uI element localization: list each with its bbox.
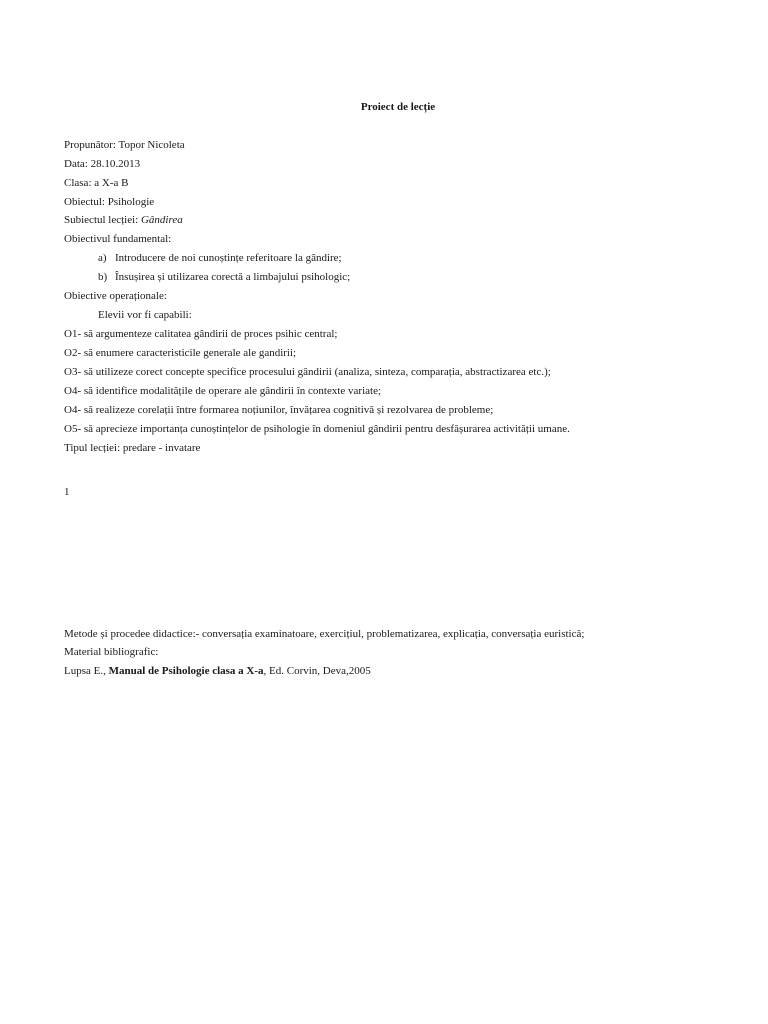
- operational-intro: Elevii vor fi capabili:: [98, 309, 192, 321]
- lesson-type-value: predare - invatare: [120, 442, 201, 454]
- bibliography-title: Manual de Psihologie clasa a X-a: [108, 665, 264, 677]
- date-line: [64, 157, 140, 171]
- list-marker: a): [98, 252, 107, 264]
- methods-line: Metode și procedee didactice:- conversația examinatoare, exercițiul, problematizarea, explicația, conversația euristică;: [64, 628, 585, 640]
- bibliography-author: Lupsa E.,: [64, 665, 109, 677]
- propunator-label: Propunător:: [64, 139, 116, 151]
- subject-value: Psihologie: [104, 196, 155, 208]
- operational-objectives-label: Obiective operaționale:: [64, 290, 167, 302]
- class-label: Clasa:: [64, 177, 92, 189]
- fundamental-item: [98, 251, 342, 265]
- bibliography-publisher: , Ed. Corvin, Deva,2005: [263, 665, 371, 677]
- lesson-type-line: [64, 441, 200, 455]
- class-value: a X-a B: [91, 177, 129, 189]
- fundamental-objective-label: Obiectivul fundamental:: [64, 233, 172, 245]
- list-item-text: Introducere de noi cunoștințe referitoare la gândire;: [115, 252, 342, 264]
- lesson-topic-line: [64, 213, 183, 227]
- list-marker: b): [98, 271, 108, 283]
- page-number: 1: [64, 486, 70, 498]
- propunator-line: [64, 138, 185, 152]
- operational-item: O5- să aprecieze importanța cunoștințelor de psihologie în domeniul gândirii pentru desfășurarea activității umane.: [64, 423, 570, 435]
- date-value: 28.10.2013: [87, 158, 141, 170]
- operational-item: O1- să argumenteze calitatea gândirii de proces psihic central;: [64, 328, 338, 340]
- lesson-topic-label: Subiectul lecției:: [64, 214, 139, 226]
- subject-line: [64, 195, 154, 209]
- date-label: Data:: [64, 158, 88, 170]
- lesson-topic-value: Gândirea: [138, 214, 183, 226]
- operational-item: O3- să utilizeze corect concepte specifice procesului gândirii (analiza, sinteza, comparația, abstractizarea etc.);: [64, 366, 551, 378]
- operational-item: O2- să enumere caracteristicile generale ale gandirii;: [64, 347, 297, 359]
- bibliography-entry: [64, 664, 371, 678]
- subject-label: Obiectul:: [64, 196, 105, 208]
- document-title: Proiect de lecție: [360, 101, 436, 113]
- operational-item: O4- să realizeze corelații între formarea noțiunilor, învățarea cognitivă și rezolvarea de probleme;: [64, 404, 494, 416]
- propunator-value: Topor Nicoleta: [115, 139, 185, 151]
- list-item-text: Însușirea și utilizarea corectă a limbajului psihologic;: [115, 271, 351, 283]
- bibliography-label: Material bibliografic:: [64, 646, 159, 658]
- lesson-type-label: Tipul lecției:: [64, 442, 121, 454]
- operational-item: O4- să identifice modalitățile de operare ale gândirii în contexte variate;: [64, 385, 382, 397]
- class-line: [64, 176, 128, 190]
- fundamental-item: [98, 270, 350, 284]
